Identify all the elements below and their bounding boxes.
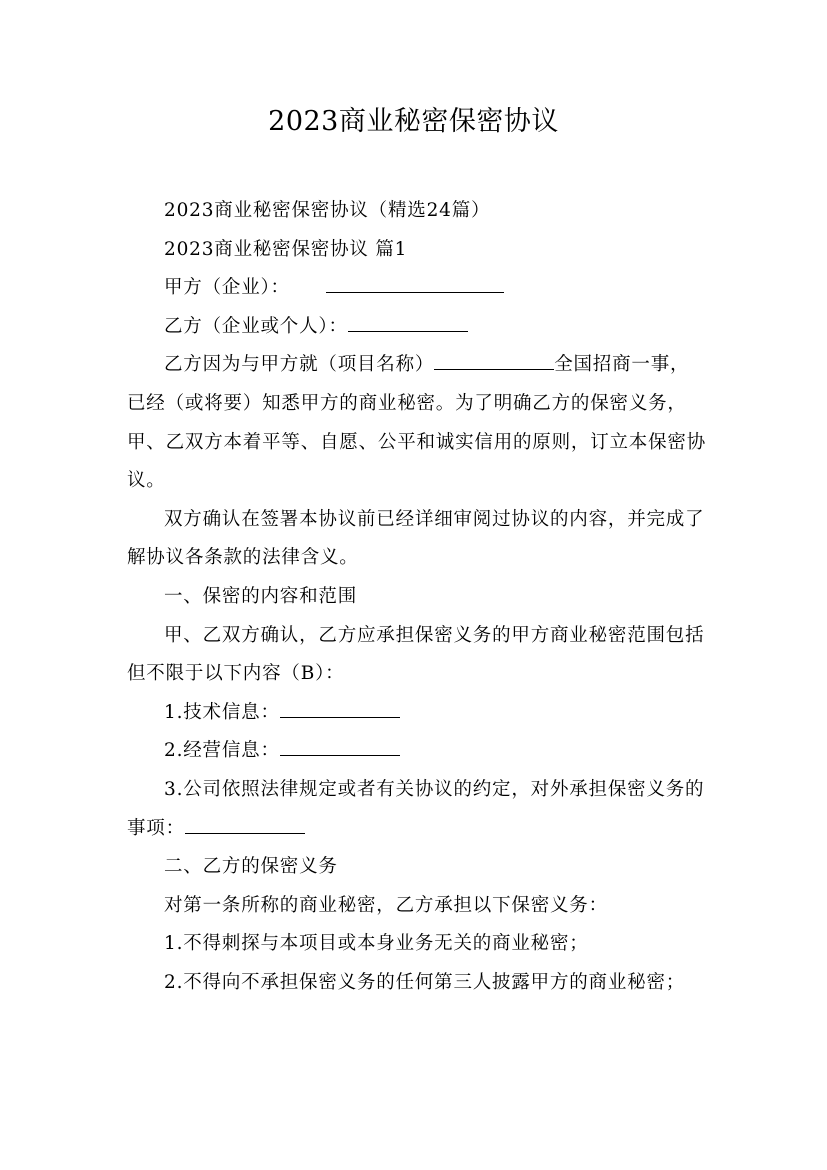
item-business-label: 2.经营信息：: [164, 740, 280, 762]
section-1-title: 一、保密的内容和范围: [164, 585, 358, 607]
document-title: 2023商业秘密保密协议: [268, 106, 559, 137]
project-name-blank: [434, 347, 554, 370]
duty-1: 1.不得刺探与本项目或本身业务无关的商业秘密；: [164, 933, 589, 955]
item-3-label: 3.公司依照法律规定或者有关协议的约定，对外承担保密义务的事项：: [127, 778, 705, 839]
party-a-label: 甲方（企业）：: [164, 277, 290, 299]
subtitle: 2023商业秘密保密协议（精选24篇）: [164, 200, 491, 221]
section-1-text: 甲、乙双方确认，乙方应承担保密义务的甲方商业秘密范围包括但不限于以下内容（B）：: [127, 624, 705, 685]
item-tech-blank: [280, 695, 400, 718]
party-a-line: [127, 269, 707, 308]
item-business-line: [127, 732, 707, 771]
section-2-title: 二、乙方的保密义务: [164, 856, 338, 878]
article-heading: 2023商业秘密保密协议 篇1: [164, 238, 408, 260]
party-b-blank: [348, 309, 468, 332]
item-business-blank: [280, 733, 400, 756]
duty-2: 2.不得向不承担保密义务的任何第三人披露甲方的商业秘密；: [164, 971, 686, 993]
item-3-blank: [185, 811, 305, 834]
document-body: [127, 192, 707, 1002]
section-2-text: 对第一条所称的商业秘密，乙方承担以下保密义务：: [164, 894, 608, 916]
intro-text-end: 全国招商一事，已经（或将要）知悉甲方的商业秘密。为了明确乙方的保密义务，甲、乙双方本着平等、自愿、公平和诚实信用的原则，订立本保密协议。: [127, 354, 707, 492]
party-b-label: 乙方（企业或个人）：: [164, 315, 348, 337]
item-tech-label: 1.技术信息：: [164, 701, 280, 723]
party-b-line: [127, 308, 707, 347]
intro-paragraph: [127, 346, 707, 500]
confirm-paragraph: 双方确认在签署本协议前已经详细审阅过协议的内容，并完成了解协议各条款的法律含义。: [127, 508, 705, 569]
party-a-blank: [326, 270, 504, 293]
intro-text-start: 乙方因为与甲方就（项目名称）: [164, 354, 435, 376]
item-tech-line: [127, 694, 707, 733]
item-3-line: [127, 771, 707, 848]
